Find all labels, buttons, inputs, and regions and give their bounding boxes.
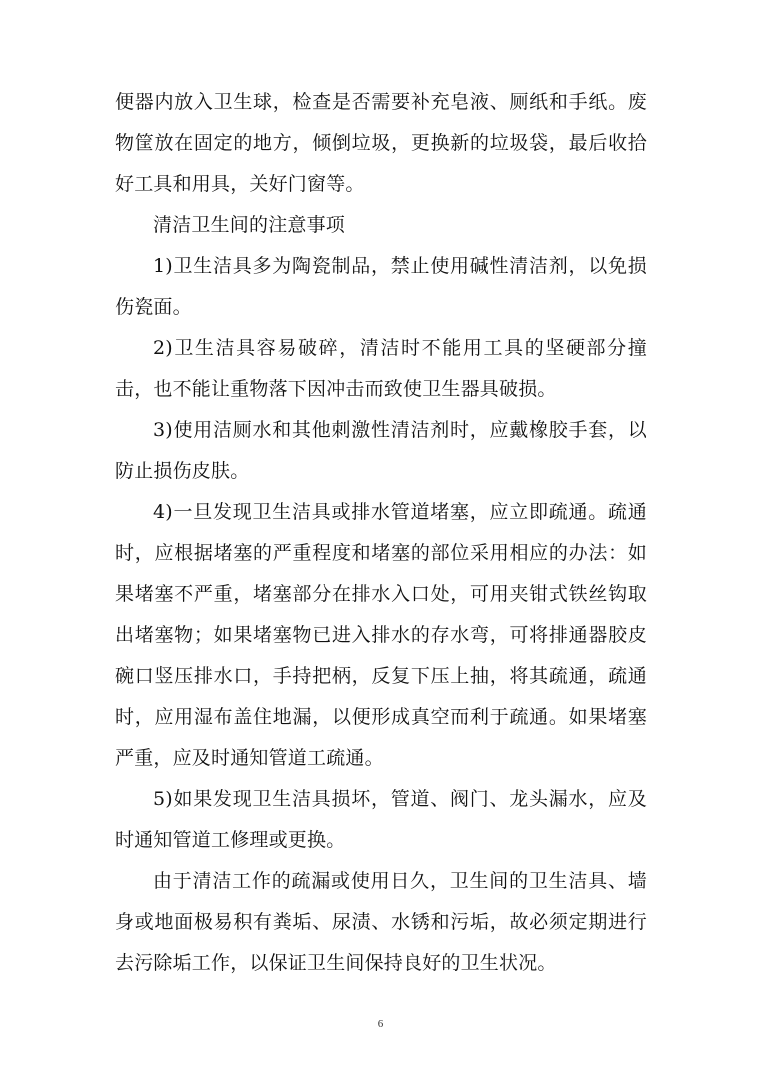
paragraph-item-2: 2)卫生洁具容易破碎，清洁时不能用工具的坚硬部分撞击，也不能让重物落下因冲击而致使卫生器具破损。 xyxy=(115,337,647,400)
paragraph-item-3: 3)使用洁厕水和其他刺激性清洁剂时，应戴橡胶手套，以防止损伤皮肤。 xyxy=(115,419,647,482)
paragraph-item-4: 4)一旦发现卫生洁具或排水管道堵塞，应立即疏通。疏通时，应根据堵塞的严重程度和堵塞的部位采用相应的办法：如果堵塞不严重，堵塞部分在排水入口处，可用夹钳式铁丝钩取出堵塞物；如果堵塞物已进入排水的存水弯，可将排通器胶皮碗口竖压排水口，手持把柄，反复下压上抽，将其疏通，疏通时，应用湿布盖住地漏，以便形成真空而利于疏通。如果堵塞严重，应及时通知管道工疏通。 xyxy=(115,501,647,769)
document-body xyxy=(115,82,647,984)
paragraph-closing: 由于清洁工作的疏漏或使用日久，卫生间的卫生洁具、墙身或地面极易积有粪垢、尿渍、水锈和污垢，故必须定期进行去污除垢工作，以保证卫生间保持良好的卫生状况。 xyxy=(115,870,647,974)
paragraph-item-5: 5)如果发现卫生洁具损坏，管道、阀门、龙头漏水，应及时通知管道工修理或更换。 xyxy=(115,788,647,851)
paragraph-continuation: 便器内放入卫生球，检查是否需要补充皂液、厕纸和手纸。废物筐放在固定的地方，倾倒垃圾，更换新的垃圾袋，最后收拾好工具和用具，关好门窗等。 xyxy=(115,91,647,195)
page-number: 6 xyxy=(377,1018,384,1030)
section-heading: 清洁卫生间的注意事项 xyxy=(153,214,346,236)
paragraph-item-1: 1)卫生洁具多为陶瓷制品，禁止使用碱性清洁剂，以免损伤瓷面。 xyxy=(115,255,647,318)
